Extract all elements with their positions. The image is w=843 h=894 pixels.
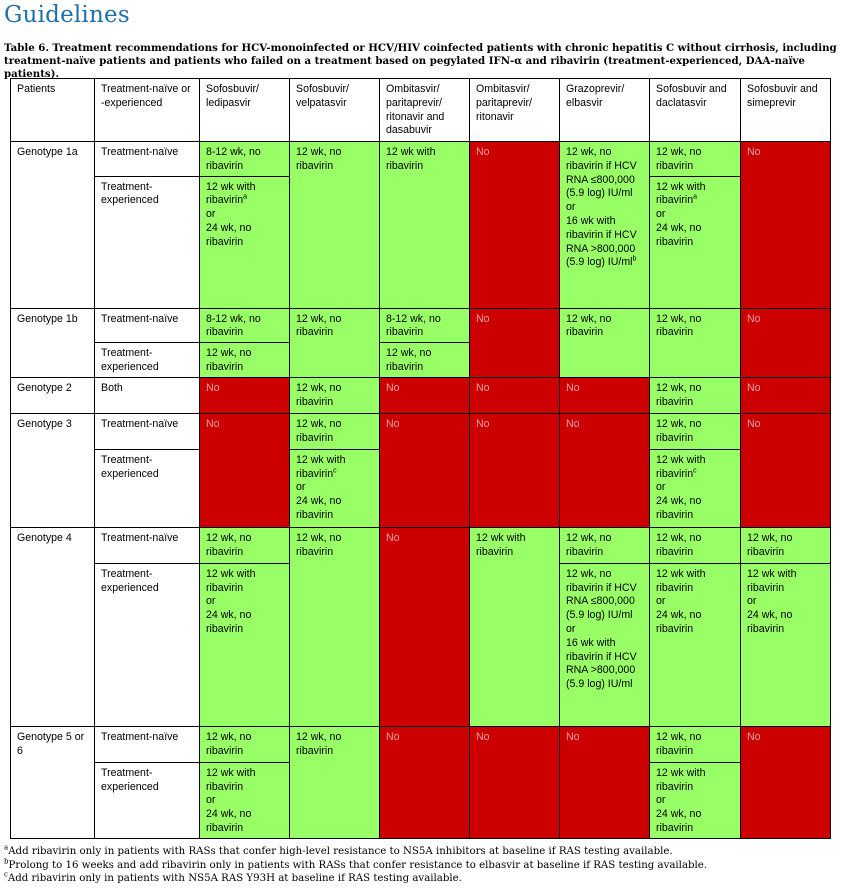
regimen-or: or	[656, 595, 666, 608]
regimen-cell: 12 wk, no ribavirin	[290, 308, 380, 377]
regimen-cell	[650, 563, 741, 726]
regimen-cell: No	[470, 308, 560, 377]
header-ombitasvir-paritaprevir-ritonavir: Ombitasvir/ paritaprevir/ ritonavir	[470, 79, 560, 142]
header-sofosbuvir-daclatasvir: Sofosbuvir and daclatasvir	[650, 79, 741, 142]
regimen-cell: 12 wk, no ribavirin	[290, 142, 380, 309]
regimen-text: 12 wk with ribavirin	[206, 180, 256, 207]
footnote-text: Add ribavirin only in patients with NS5A RAS Y93H at baseline if RAS testing available.	[7, 873, 462, 885]
footnote-mark: a	[243, 193, 247, 201]
regimen-text: 24 wk, no ribavirin	[656, 609, 702, 635]
table-caption: Table 6. Treatment recommendations for HCV-monoinfected or HCV/HIV coinfected patients with chronic hepatitis C without cirrhosis, including treatment-naïve patients and patients who failed on a treatment based on pegylated IFN-α and ribavirin (treatment-experienced, DAA-naïve patients).	[4, 42, 837, 80]
regimen-text: 12 wk with ribavirin	[296, 453, 346, 480]
treatment-table	[10, 78, 831, 839]
regimen-cell: No	[470, 726, 560, 838]
experience-cell: Treatment-naïve	[95, 308, 200, 343]
regimen-cell: 12 wk, no ribavirin	[200, 726, 290, 762]
regimen-text: 24 wk, no ribavirin	[206, 221, 252, 248]
regimen-cell: 12 wk, no ribavirin	[560, 308, 650, 377]
footnote-b	[4, 859, 707, 873]
regimen-cell	[200, 563, 290, 726]
regimen-cell: 12 wk, no ribavirin	[650, 527, 741, 563]
header-ombitasvir-paritaprevir-ritonavir-dasabuvir: Ombitasvir/ paritaprevir/ ritonavir and dasabuvir	[380, 79, 470, 142]
regimen-cell: No	[470, 142, 560, 309]
regimen-or: or	[206, 208, 216, 221]
footnote-c	[4, 872, 707, 886]
experience-cell: Treatment-naïve	[95, 527, 200, 563]
regimen-cell: 12 wk, no ribavirin	[650, 308, 741, 377]
regimen-or: or	[656, 481, 666, 494]
patient-cell: Genotype 1a	[11, 142, 95, 309]
table-row	[11, 413, 831, 449]
regimen-cell	[560, 563, 650, 726]
regimen-cell: No	[200, 413, 290, 527]
table-row	[11, 377, 831, 413]
footnotes	[4, 845, 707, 886]
table-row	[11, 726, 831, 762]
regimen-text: 24 wk, no ribavirin	[747, 609, 793, 635]
regimen-cell: 12 wk, no ribavirin	[560, 527, 650, 563]
regimen-cell: 12 wk, no ribavirin	[380, 343, 470, 378]
regimen-cell: 12 wk, no ribavirin	[741, 527, 831, 563]
experience-cell: Treatment-experienced	[95, 762, 200, 838]
regimen-cell	[200, 762, 290, 838]
header-row	[11, 79, 831, 142]
experience-cell: Treatment-experienced	[95, 563, 200, 726]
regimen-cell: 12 wk, no ribavirin	[290, 726, 380, 838]
regimen-text: 16 wk with ribavirin if HCV RNA >800,000 (5.9 log) IU/ml	[566, 214, 637, 269]
footnote-mark: c	[333, 467, 337, 475]
regimen-text: 24 wk, no ribavirin	[206, 808, 252, 834]
regimen-text: 24 wk, no ribavirin	[656, 808, 702, 834]
regimen-cell: 12 wk with ribavirin	[470, 527, 560, 726]
regimen-cell: No	[380, 726, 470, 838]
regimen-cell: 8-12 wk, no ribavirin	[380, 308, 470, 343]
regimen-cell	[650, 176, 741, 308]
regimen-cell: No	[380, 377, 470, 413]
regimen-text: 24 wk, no ribavirin	[656, 495, 702, 521]
regimen-cell: 12 wk, no ribavirin	[650, 413, 741, 449]
regimen-cell: No	[200, 377, 290, 413]
experience-cell: Both	[95, 377, 200, 413]
regimen-or: or	[747, 595, 757, 608]
footnote-mark: b	[4, 857, 9, 866]
patient-cell: Genotype 3	[11, 413, 95, 527]
regimen-cell: No	[560, 413, 650, 527]
regimen-text: 12 wk with ribavirin	[206, 567, 256, 594]
regimen-text: 12 wk with ribavirin	[656, 567, 706, 594]
regimen-text: 12 wk with ribavirin	[747, 567, 797, 594]
footnote-mark: a	[4, 843, 9, 852]
regimen-cell: 12 wk, no ribavirin	[290, 413, 380, 449]
regimen-cell: No	[560, 377, 650, 413]
experience-cell: Treatment-experienced	[95, 176, 200, 308]
experience-cell: Treatment-experienced	[95, 343, 200, 378]
experience-cell: Treatment-naïve	[95, 142, 200, 177]
regimen-cell	[200, 176, 290, 308]
experience-cell: Treatment-naïve	[95, 413, 200, 449]
regimen-cell: 12 wk, no ribavirin	[200, 343, 290, 378]
regimen-cell: 12 wk, no ribavirin	[290, 377, 380, 413]
regimen-cell: No	[380, 413, 470, 527]
regimen-or: or	[566, 201, 576, 214]
footnote-mark: b	[632, 255, 637, 263]
regimen-cell: 8-12 wk, no ribavirin	[200, 308, 290, 343]
header-patients: Patients	[11, 79, 95, 142]
regimen-cell: 12 wk, no ribavirin	[290, 527, 380, 726]
regimen-or: or	[566, 622, 576, 635]
regimen-cell: No	[560, 726, 650, 838]
regimen-cell: 12 wk with ribavirin	[380, 142, 470, 309]
regimen-cell: 12 wk, no ribavirin	[650, 142, 741, 177]
regimen-cell: No	[470, 413, 560, 527]
regimen-text: 12 wk with ribavirin	[656, 766, 706, 793]
patient-cell: Genotype 5 or 6	[11, 726, 95, 838]
regimen-text: 12 wk, no ribavirin if HCV RNA ≤800,000 (5.9 log) IU/ml	[566, 567, 637, 622]
regimen-cell: No	[741, 726, 831, 838]
regimen-text: 12 wk with ribavirin	[656, 453, 706, 480]
regimen-cell	[650, 762, 741, 838]
regimen-cell: No	[741, 142, 831, 309]
footnote-mark: a	[693, 193, 697, 201]
patient-cell: Genotype 2	[11, 377, 95, 413]
regimen-text: 12 wk with ribavirin	[656, 180, 706, 207]
table-row	[11, 308, 831, 343]
regimen-cell: 12 wk, no ribavirin	[650, 726, 741, 762]
regimen-text: 16 wk with ribavirin if HCV RNA >800,000 (5.9 log) IU/ml	[566, 636, 637, 691]
footnote-mark: c	[693, 467, 697, 475]
regimen-text: 24 wk, no ribavirin	[296, 495, 342, 521]
regimen-or: or	[656, 208, 666, 221]
header-sofosbuvir-velpatasvir: Sofosbuvir/ velpatasvir	[290, 79, 380, 142]
footnote-text: Prolong to 16 weeks and add ribavirin only in patients with RASs that confer resistance to elbasvir at baseline if RAS testing available.	[8, 859, 708, 871]
table-row	[11, 142, 831, 177]
experience-cell: Treatment-experienced	[95, 449, 200, 527]
experience-cell: Treatment-naïve	[95, 726, 200, 762]
header-sofosbuvir-ledipasvir: Sofosbuvir/ ledipasvir	[200, 79, 290, 142]
regimen-text: 12 wk with ribavirin	[206, 766, 256, 793]
regimen-cell: No	[470, 377, 560, 413]
regimen-cell	[741, 563, 831, 726]
patient-cell: Genotype 1b	[11, 308, 95, 377]
regimen-or: or	[206, 595, 216, 608]
regimen-cell: No	[741, 413, 831, 527]
regimen-text: 24 wk, no ribavirin	[656, 221, 702, 248]
footnote-text: Add ribavirin only in patients with RASs that confer high-level resistance to NS5A inhibitors at baseline if RAS testing available.	[8, 846, 673, 857]
table-row	[11, 527, 831, 563]
footnote-mark: c	[4, 870, 8, 879]
regimen-text: 24 wk, no ribavirin	[206, 609, 252, 635]
regimen-or: or	[656, 794, 666, 807]
section-title: Guidelines	[4, 2, 130, 28]
header-sofosbuvir-simeprevir: Sofosbuvir and simeprevir	[741, 79, 831, 142]
regimen-cell: 8-12 wk, no ribavirin	[200, 142, 290, 177]
regimen-text: 12 wk, no ribavirin if HCV RNA ≤800,000 (5.9 log) IU/ml	[566, 146, 637, 200]
regimen-or: or	[206, 794, 216, 807]
regimen-or: or	[296, 481, 306, 494]
regimen-cell: No	[741, 308, 831, 377]
regimen-cell: 12 wk, no ribavirin	[650, 377, 741, 413]
regimen-cell: No	[380, 527, 470, 726]
regimen-cell	[560, 142, 650, 309]
header-experience: Treatment-naïve or -experienced	[95, 79, 200, 142]
regimen-cell	[290, 449, 380, 527]
header-grazoprevir-elbasvir: Grazoprevir/ elbasvir	[560, 79, 650, 142]
patient-cell: Genotype 4	[11, 527, 95, 726]
footnote-a	[4, 845, 707, 859]
regimen-cell: No	[741, 377, 831, 413]
regimen-cell: 12 wk, no ribavirin	[200, 527, 290, 563]
regimen-cell	[650, 449, 741, 527]
